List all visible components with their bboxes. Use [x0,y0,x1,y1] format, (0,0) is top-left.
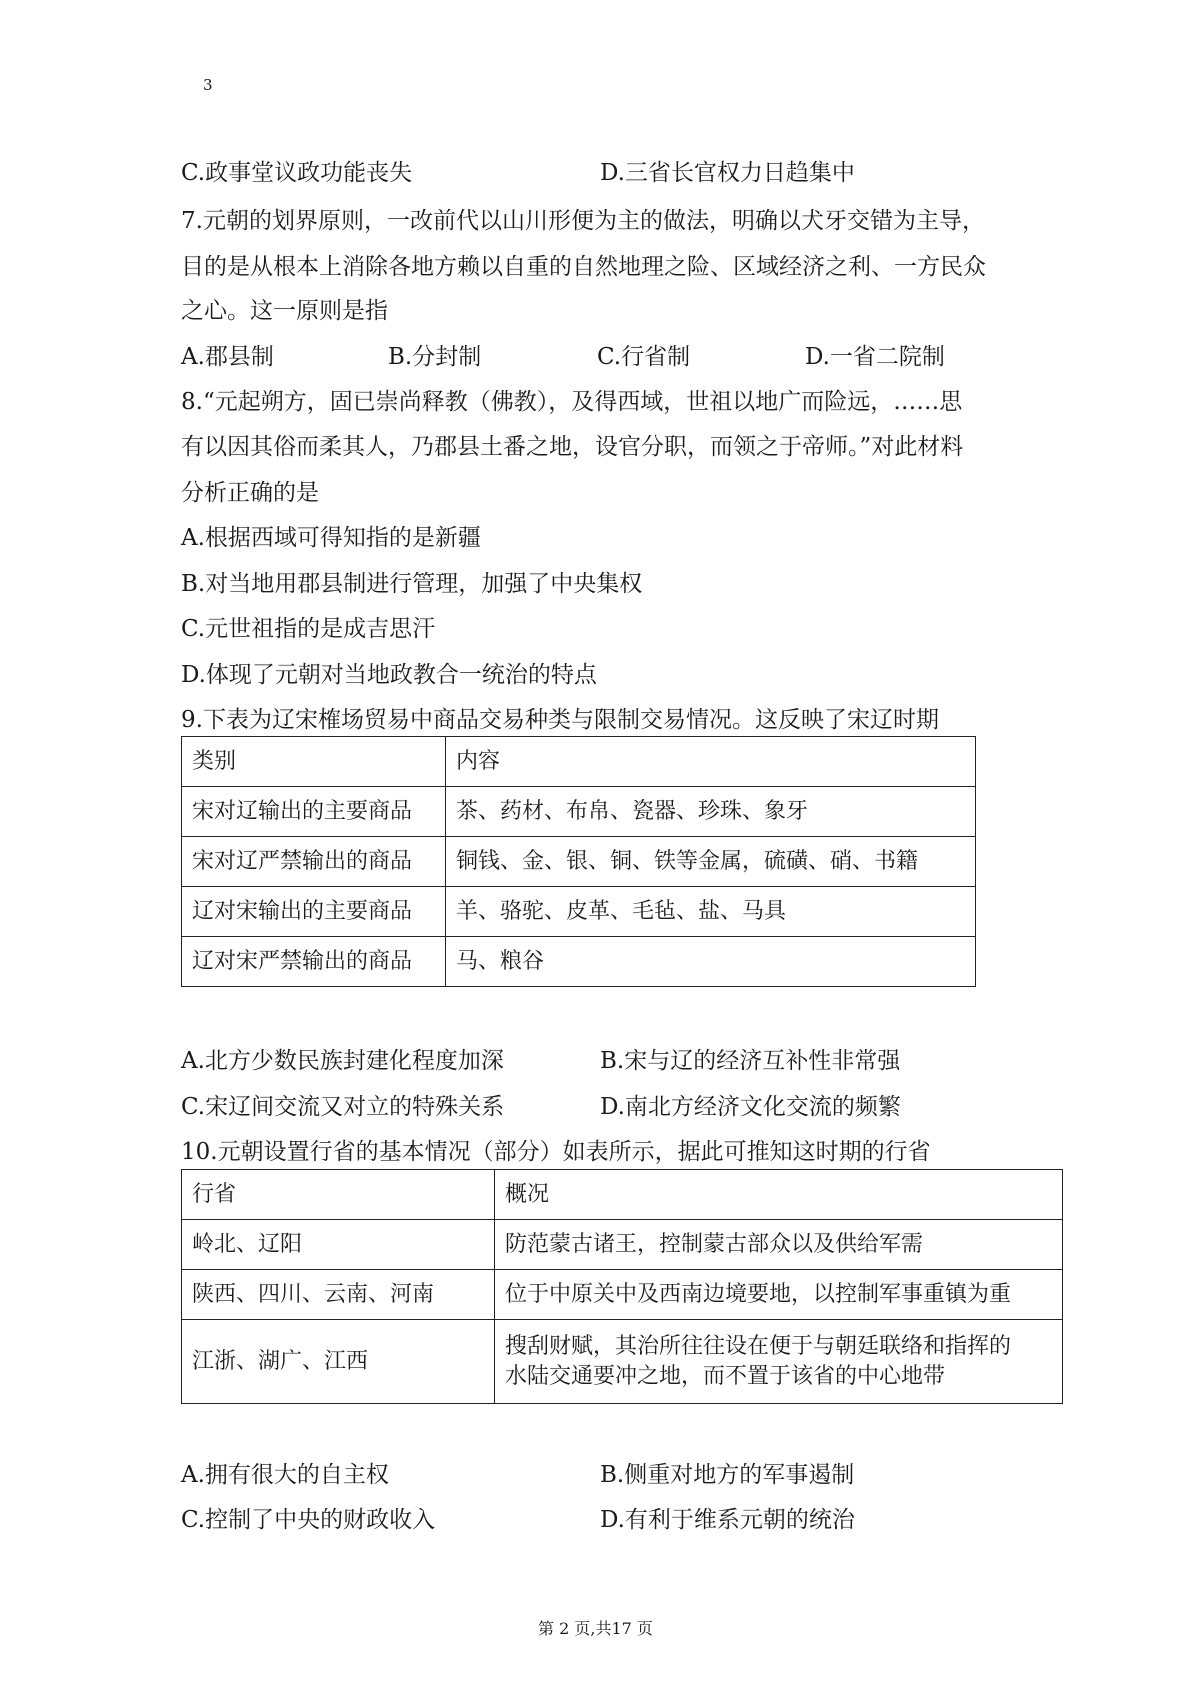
q10-header-province: 行省 [182,1170,495,1220]
table-row [182,1220,1063,1270]
q6-option-c: C.政事堂议政功能丧失 [181,160,413,186]
q10-option-c: C.控制了中央的财政收入 [181,1507,436,1533]
q9-header-content: 内容 [446,737,976,787]
table-row [182,837,976,887]
table-cell: 马、粮谷 [446,937,976,987]
q8-option-d: D.体现了元朝对当地政教合一统治的特点 [181,662,597,688]
page-mark: 3 [203,76,213,94]
table-cell-line: 水陆交通要冲之地，而不置于该省的中心地带 [505,1363,946,1389]
q9-stem: 9.下表为辽宋榷场贸易中商品交易种类与限制交易情况。这反映了宋辽时期 [181,707,939,733]
table-cell-line: 搜刮财赋，其治所往往设在便于与朝廷联络和指挥的 [505,1333,1012,1359]
table-cell: 羊、骆驼、皮革、毛毡、盐、马具 [446,887,976,937]
table-row [182,937,976,987]
table-cell: 岭北、辽阳 [182,1220,495,1270]
table-cell [495,1320,1063,1404]
q10-table-header-row [182,1170,1063,1220]
table-cell: 铜钱、金、银、铜、铁等金属，硫磺、硝、书籍 [446,837,976,887]
q9-table [181,736,976,987]
q10-stem: 10.元朝设置行省的基本情况（部分）如表所示，据此可推知这时期的行省 [181,1139,931,1165]
q7-option-d: D.一省二院制 [805,344,945,370]
table-cell: 宋对辽输出的主要商品 [182,787,446,837]
q10-option-a: A.拥有很大的自主权 [181,1462,389,1488]
table-cell: 茶、药材、布帛、瓷器、珍珠、象牙 [446,787,976,837]
q10-header-overview: 概况 [495,1170,1063,1220]
q6-option-d: D.三省长官权力日趋集中 [600,160,855,186]
page-footer: 第 2 页,共17 页 [538,1619,653,1638]
q10-option-d: D.有利于维系元朝的统治 [600,1507,855,1533]
q7-option-c: C.行省制 [597,344,691,370]
table-row [182,787,976,837]
q7-stem-line-2: 目的是从根本上消除各地方赖以自重的自然地理之险、区域经济之利、一方民众 [181,254,986,280]
table-cell: 江浙、湖广、江西 [182,1320,495,1404]
q8-option-b: B.对当地用郡县制进行管理，加强了中央集权 [181,571,643,597]
q7-option-b: B.分封制 [388,344,482,370]
table-cell: 位于中原关中及西南边境要地，以控制军事重镇为重 [495,1270,1063,1320]
q7-option-a: A.郡县制 [181,344,274,370]
q8-stem-line-2: 有以因其俗而柔其人，乃郡县土番之地，设官分职，而领之于帝师。”对此材料 [181,434,964,460]
q8-stem-line-3: 分析正确的是 [181,480,319,506]
q10-option-b: B.侧重对地方的军事遏制 [600,1462,855,1488]
table-cell: 辽对宋严禁输出的商品 [182,937,446,987]
q9-option-c: C.宋辽间交流又对立的特殊关系 [181,1094,505,1120]
q9-option-a: A.北方少数民族封建化程度加深 [181,1048,504,1074]
q7-stem-line-3: 之心。这一原则是指 [181,298,388,324]
q8-option-a: A.根据西域可得知指的是新疆 [181,525,481,551]
q8-stem-line-1: 8.“元起朔方，固已崇尚释教（佛教），及得西域，世祖以地广而险远，……思 [181,389,963,415]
table-row [182,1270,1063,1320]
q7-stem-line-1: 7.元朝的划界原则，一改前代以山川形便为主的做法，明确以犬牙交错为主导， [181,208,985,234]
q9-option-b: B.宋与辽的经济互补性非常强 [600,1048,901,1074]
table-cell: 防范蒙古诸王，控制蒙古部众以及供给军需 [495,1220,1063,1270]
table-row [182,887,976,937]
table-cell: 辽对宋输出的主要商品 [182,887,446,937]
q9-option-d: D.南北方经济文化交流的频繁 [600,1094,901,1120]
table-cell: 陕西、四川、云南、河南 [182,1270,495,1320]
q10-table [181,1169,1063,1404]
q9-table-header-row [182,737,976,787]
q8-option-c: C.元世祖指的是成吉思汗 [181,616,436,642]
q9-header-category: 类别 [182,737,446,787]
table-row [182,1320,1063,1404]
table-cell: 宋对辽严禁输出的商品 [182,837,446,887]
